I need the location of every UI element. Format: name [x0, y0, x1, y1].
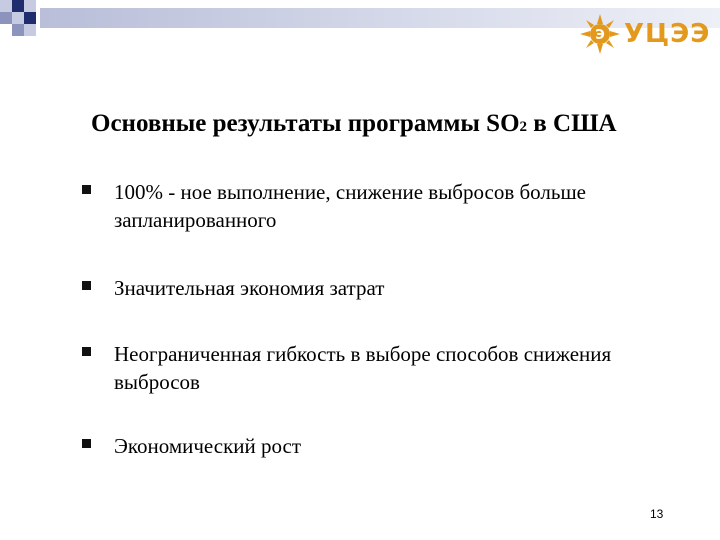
logo-text: УЦЭЭ	[624, 19, 711, 49]
deco-square	[24, 24, 36, 36]
deco-square	[12, 24, 24, 36]
deco-square	[0, 12, 12, 24]
bullet-square-icon	[82, 185, 91, 194]
bullet-text: Неограниченная гибкость в выборе способов снижения выбросов	[114, 342, 612, 394]
slide-title	[91, 110, 691, 138]
bullet-text: 100% - ное выполнение, снижение выбросов больше запланированного	[114, 180, 586, 232]
deco-square	[0, 0, 12, 12]
bullet-square-icon	[82, 347, 91, 356]
page-number: 13	[650, 507, 664, 521]
title-tail: в США	[527, 110, 617, 137]
bullet-square-icon	[82, 439, 91, 448]
sun-icon	[580, 14, 620, 54]
bullet-square-icon	[82, 281, 91, 290]
bullet-text: Значительная экономия затрат	[114, 276, 385, 300]
bullet-text: Экономический рост	[114, 434, 302, 458]
deco-square	[12, 0, 24, 12]
deco-square	[24, 0, 36, 12]
deco-square	[12, 12, 24, 24]
deco-square	[24, 12, 36, 24]
logo	[580, 12, 710, 56]
title-main: Основные результаты программы SO	[91, 110, 520, 137]
title-subscript: 2	[519, 119, 528, 135]
logo-sun-letter: Э	[595, 28, 605, 43]
